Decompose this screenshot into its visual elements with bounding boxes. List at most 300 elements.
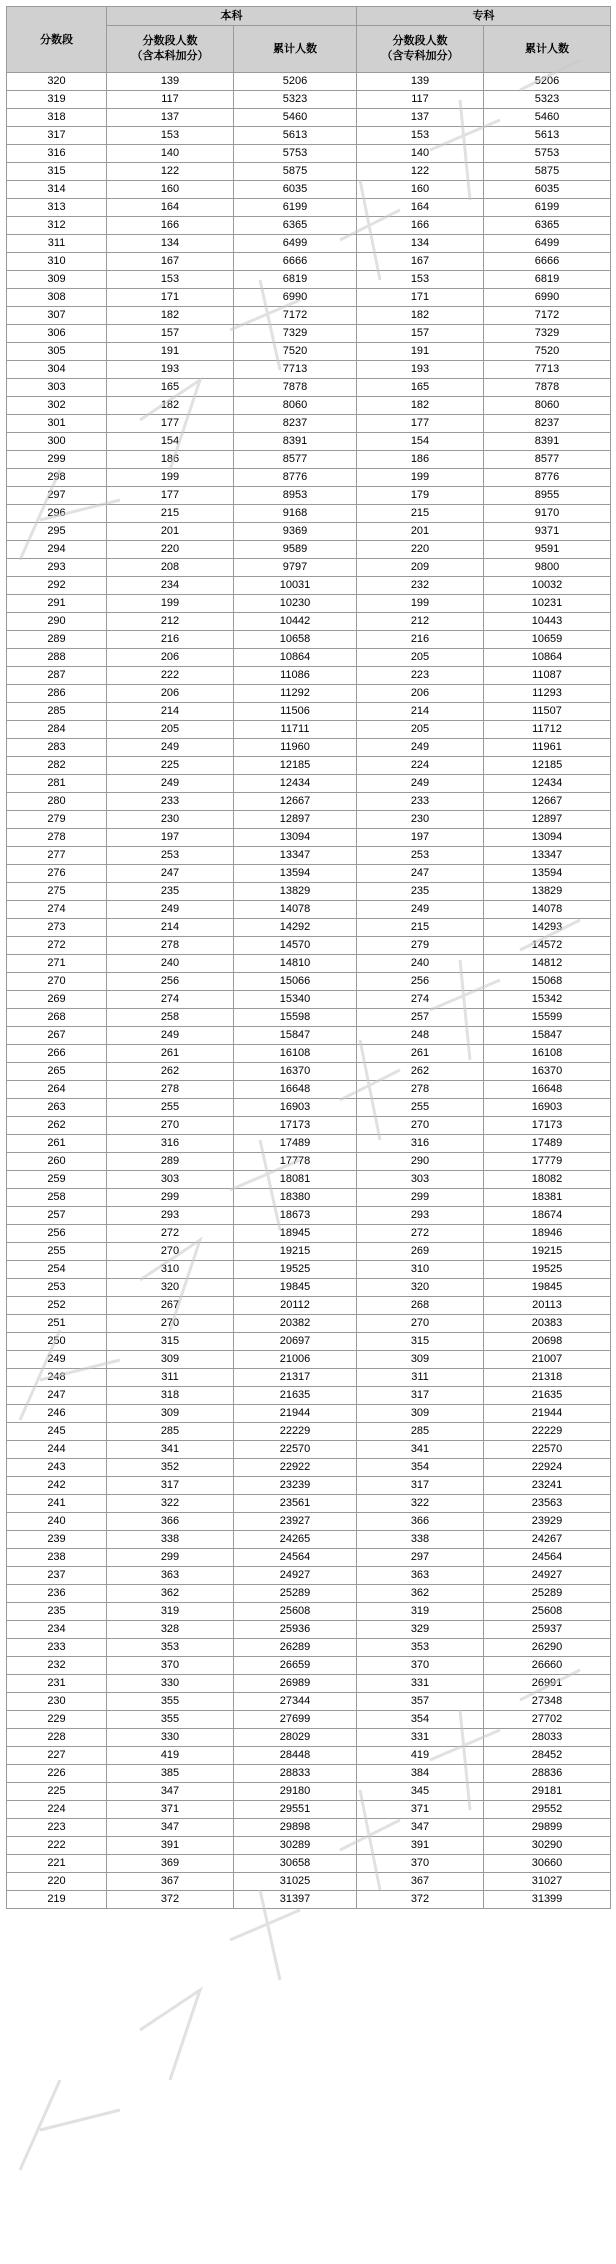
undergrad-cumulative-cell: 19215 bbox=[234, 1243, 357, 1261]
undergrad-cumulative-cell: 26289 bbox=[234, 1639, 357, 1657]
table-row bbox=[7, 1405, 611, 1423]
undergrad-count-cell: 289 bbox=[107, 1153, 234, 1171]
undergrad-count-cell: 255 bbox=[107, 1099, 234, 1117]
table-row bbox=[7, 1063, 611, 1081]
score-cell: 264 bbox=[7, 1081, 107, 1099]
score-cell: 270 bbox=[7, 973, 107, 991]
junior-college-cumulative-cell: 13347 bbox=[484, 847, 611, 865]
score-cell: 269 bbox=[7, 991, 107, 1009]
table-row bbox=[7, 1531, 611, 1549]
undergrad-count-cell: 140 bbox=[107, 145, 234, 163]
undergrad-cumulative-cell: 18945 bbox=[234, 1225, 357, 1243]
score-cell: 225 bbox=[7, 1783, 107, 1801]
junior-college-cumulative-cell: 5206 bbox=[484, 73, 611, 91]
score-cell: 302 bbox=[7, 397, 107, 415]
undergrad-count-cell: 330 bbox=[107, 1729, 234, 1747]
undergrad-count-cell: 233 bbox=[107, 793, 234, 811]
junior-college-cumulative-cell: 8776 bbox=[484, 469, 611, 487]
score-cell: 230 bbox=[7, 1693, 107, 1711]
junior-college-count-cell: 154 bbox=[357, 433, 484, 451]
junior-college-cumulative-cell: 5875 bbox=[484, 163, 611, 181]
undergrad-count-cell: 299 bbox=[107, 1189, 234, 1207]
table-row bbox=[7, 289, 611, 307]
score-cell: 229 bbox=[7, 1711, 107, 1729]
table-row bbox=[7, 1027, 611, 1045]
junior-college-cumulative-cell: 27348 bbox=[484, 1693, 611, 1711]
undergrad-count-cell: 247 bbox=[107, 865, 234, 883]
table-row bbox=[7, 631, 611, 649]
junior-college-count-cell: 303 bbox=[357, 1171, 484, 1189]
score-cell: 223 bbox=[7, 1819, 107, 1837]
undergrad-cumulative-cell: 17489 bbox=[234, 1135, 357, 1153]
table-row bbox=[7, 991, 611, 1009]
score-cell: 299 bbox=[7, 451, 107, 469]
score-cell: 310 bbox=[7, 253, 107, 271]
junior-college-count-cell: 232 bbox=[357, 577, 484, 595]
undergrad-cumulative-cell: 19845 bbox=[234, 1279, 357, 1297]
table-row bbox=[7, 1009, 611, 1027]
table-row bbox=[7, 145, 611, 163]
junior-college-count-cell: 214 bbox=[357, 703, 484, 721]
undergrad-count-cell: 270 bbox=[107, 1117, 234, 1135]
undergrad-count-cell: 293 bbox=[107, 1207, 234, 1225]
junior-college-count-cell: 216 bbox=[357, 631, 484, 649]
table-row bbox=[7, 1117, 611, 1135]
undergrad-cumulative-cell: 23927 bbox=[234, 1513, 357, 1531]
table-row bbox=[7, 1603, 611, 1621]
junior-college-cumulative-cell: 15068 bbox=[484, 973, 611, 991]
score-cell: 277 bbox=[7, 847, 107, 865]
junior-college-cumulative-cell: 26290 bbox=[484, 1639, 611, 1657]
junior-college-count-cell: 253 bbox=[357, 847, 484, 865]
junior-college-cumulative-cell: 22570 bbox=[484, 1441, 611, 1459]
undergrad-count-cell: 353 bbox=[107, 1639, 234, 1657]
undergrad-count-cell: 153 bbox=[107, 127, 234, 145]
undergrad-count-cell: 267 bbox=[107, 1297, 234, 1315]
junior-college-cumulative-cell: 7520 bbox=[484, 343, 611, 361]
undergrad-count-cell: 311 bbox=[107, 1369, 234, 1387]
junior-college-count-cell: 122 bbox=[357, 163, 484, 181]
undergrad-count-cell: 171 bbox=[107, 289, 234, 307]
undergrad-cumulative-cell: 23561 bbox=[234, 1495, 357, 1513]
junior-college-cumulative-cell: 29899 bbox=[484, 1819, 611, 1837]
undergrad-count-cell: 193 bbox=[107, 361, 234, 379]
undergrad-cumulative-cell: 14078 bbox=[234, 901, 357, 919]
undergrad-cumulative-cell: 27699 bbox=[234, 1711, 357, 1729]
score-cell: 280 bbox=[7, 793, 107, 811]
junior-college-count-cell: 338 bbox=[357, 1531, 484, 1549]
undergrad-count-cell: 366 bbox=[107, 1513, 234, 1531]
table-row bbox=[7, 847, 611, 865]
junior-college-count-cell: 384 bbox=[357, 1765, 484, 1783]
junior-college-count-cell: 134 bbox=[357, 235, 484, 253]
table-row bbox=[7, 1495, 611, 1513]
junior-college-count-cell: 233 bbox=[357, 793, 484, 811]
junior-college-count-cell: 279 bbox=[357, 937, 484, 955]
score-cell: 227 bbox=[7, 1747, 107, 1765]
undergrad-group-header: 本科 bbox=[107, 7, 357, 26]
undergrad-cumulative-cell: 10031 bbox=[234, 577, 357, 595]
table-row bbox=[7, 1549, 611, 1567]
undergrad-count-cell: 215 bbox=[107, 505, 234, 523]
undergrad-count-cell: 367 bbox=[107, 1873, 234, 1891]
table-row bbox=[7, 1243, 611, 1261]
undergrad-cumulative-cell: 9797 bbox=[234, 559, 357, 577]
junior-college-count-cell: 362 bbox=[357, 1585, 484, 1603]
undergrad-cumulative-cell: 29551 bbox=[234, 1801, 357, 1819]
table-row bbox=[7, 1189, 611, 1207]
junior-college-count-cell: 209 bbox=[357, 559, 484, 577]
score-cell: 237 bbox=[7, 1567, 107, 1585]
junior-college-cumulative-cell: 7329 bbox=[484, 325, 611, 343]
undergrad-count-cell: 157 bbox=[107, 325, 234, 343]
junior-college-cumulative-cell: 14812 bbox=[484, 955, 611, 973]
undergrad-cumulative-cell: 14570 bbox=[234, 937, 357, 955]
score-cell: 306 bbox=[7, 325, 107, 343]
undergrad-count-cell: 220 bbox=[107, 541, 234, 559]
junior-college-count-cell: 319 bbox=[357, 1603, 484, 1621]
score-cell: 293 bbox=[7, 559, 107, 577]
undergrad-count-cell: 317 bbox=[107, 1477, 234, 1495]
undergrad-count-cell: 235 bbox=[107, 883, 234, 901]
junior-college-count-cell: 205 bbox=[357, 649, 484, 667]
junior-college-count-cell: 299 bbox=[357, 1189, 484, 1207]
junior-college-count-cell: 354 bbox=[357, 1711, 484, 1729]
score-cell: 296 bbox=[7, 505, 107, 523]
score-cell: 241 bbox=[7, 1495, 107, 1513]
undergrad-count-cell: 208 bbox=[107, 559, 234, 577]
table-row bbox=[7, 199, 611, 217]
junior-college-count-cell: 290 bbox=[357, 1153, 484, 1171]
junior-college-cumulative-cell: 31399 bbox=[484, 1891, 611, 1909]
table-row bbox=[7, 1891, 611, 1909]
junior-college-count-cell: 199 bbox=[357, 595, 484, 613]
junior-college-count-cell: 357 bbox=[357, 1693, 484, 1711]
junior-college-count-cell: 255 bbox=[357, 1099, 484, 1117]
table-row bbox=[7, 811, 611, 829]
table-row bbox=[7, 1297, 611, 1315]
table-row bbox=[7, 1135, 611, 1153]
undergrad-cumulative-cell: 7172 bbox=[234, 307, 357, 325]
junior-college-cumulative-cell: 5323 bbox=[484, 91, 611, 109]
score-cell: 226 bbox=[7, 1765, 107, 1783]
junior-college-count-cell: 293 bbox=[357, 1207, 484, 1225]
junior-college-count-cell: 371 bbox=[357, 1801, 484, 1819]
score-cell: 261 bbox=[7, 1135, 107, 1153]
score-cell: 289 bbox=[7, 631, 107, 649]
score-cell: 283 bbox=[7, 739, 107, 757]
junior-college-cumulative-cell: 5753 bbox=[484, 145, 611, 163]
score-cell: 320 bbox=[7, 73, 107, 91]
score-cell: 219 bbox=[7, 1891, 107, 1909]
undergrad-cumulative-cell: 28448 bbox=[234, 1747, 357, 1765]
junior-college-cumulative-cell: 11961 bbox=[484, 739, 611, 757]
score-cell: 287 bbox=[7, 667, 107, 685]
junior-college-cumulative-cell: 18381 bbox=[484, 1189, 611, 1207]
table-row bbox=[7, 433, 611, 451]
undergrad-cumulative-cell: 5323 bbox=[234, 91, 357, 109]
table-row bbox=[7, 1513, 611, 1531]
undergrad-cumulative-cell: 26989 bbox=[234, 1675, 357, 1693]
undergrad-cumulative-cell: 31397 bbox=[234, 1891, 357, 1909]
junior-college-cumulative-cell: 9170 bbox=[484, 505, 611, 523]
table-row bbox=[7, 523, 611, 541]
table-row bbox=[7, 487, 611, 505]
undergrad-count-cell: 347 bbox=[107, 1783, 234, 1801]
undergrad-count-cell: 253 bbox=[107, 847, 234, 865]
junior-college-cumulative-cell: 20698 bbox=[484, 1333, 611, 1351]
junior-college-cumulative-cell: 8955 bbox=[484, 487, 611, 505]
undergrad-count-cell: 391 bbox=[107, 1837, 234, 1855]
junior-college-count-cell: 212 bbox=[357, 613, 484, 631]
undergrad-count-cell: 355 bbox=[107, 1693, 234, 1711]
undergrad-cumulative-cell: 24265 bbox=[234, 1531, 357, 1549]
undergrad-count-cell: 240 bbox=[107, 955, 234, 973]
undergrad-count-cell: 191 bbox=[107, 343, 234, 361]
undergrad-count-cell: 322 bbox=[107, 1495, 234, 1513]
junior-college-cumulative-cell: 28033 bbox=[484, 1729, 611, 1747]
junior-college-cumulative-cell: 16370 bbox=[484, 1063, 611, 1081]
junior-college-count-cell: 345 bbox=[357, 1783, 484, 1801]
junior-college-cumulative-cell: 8237 bbox=[484, 415, 611, 433]
junior-college-cumulative-cell: 14572 bbox=[484, 937, 611, 955]
junior-college-cumulative-cell: 8060 bbox=[484, 397, 611, 415]
junior-college-cumulative-cell: 20113 bbox=[484, 1297, 611, 1315]
score-cell: 258 bbox=[7, 1189, 107, 1207]
junior-college-count-cell: 316 bbox=[357, 1135, 484, 1153]
junior-college-cumulative-cell: 30660 bbox=[484, 1855, 611, 1873]
junior-college-cumulative-cell: 26660 bbox=[484, 1657, 611, 1675]
junior-college-count-cell: 182 bbox=[357, 397, 484, 415]
junior-college-cumulative-cell: 25289 bbox=[484, 1585, 611, 1603]
junior-college-cumulative-cell: 29181 bbox=[484, 1783, 611, 1801]
score-cell: 297 bbox=[7, 487, 107, 505]
junior-college-cumulative-cell: 29552 bbox=[484, 1801, 611, 1819]
score-cell: 240 bbox=[7, 1513, 107, 1531]
undergrad-cumulative-cell: 18081 bbox=[234, 1171, 357, 1189]
junior-college-count-cell: 363 bbox=[357, 1567, 484, 1585]
score-cell: 308 bbox=[7, 289, 107, 307]
table-row bbox=[7, 649, 611, 667]
undergrad-count-cell: 274 bbox=[107, 991, 234, 1009]
undergrad-cumulative-cell: 25289 bbox=[234, 1585, 357, 1603]
table-row bbox=[7, 1711, 611, 1729]
undergrad-cumulative-cell: 6365 bbox=[234, 217, 357, 235]
junior-college-cumulative-cell: 19525 bbox=[484, 1261, 611, 1279]
undergrad-cumulative-cell: 11292 bbox=[234, 685, 357, 703]
table-row bbox=[7, 73, 611, 91]
table-row bbox=[7, 577, 611, 595]
junior-college-cumulative-cell: 25937 bbox=[484, 1621, 611, 1639]
table-row bbox=[7, 883, 611, 901]
score-cell: 222 bbox=[7, 1837, 107, 1855]
junior-college-count-cell: 199 bbox=[357, 469, 484, 487]
junior-college-count-cell: 297 bbox=[357, 1549, 484, 1567]
undergrad-cumulative-cell: 17778 bbox=[234, 1153, 357, 1171]
junior-college-count-header bbox=[357, 26, 484, 73]
undergrad-count-cell: 278 bbox=[107, 937, 234, 955]
junior-college-cumulative-cell: 30290 bbox=[484, 1837, 611, 1855]
undergrad-count-cell: 249 bbox=[107, 901, 234, 919]
table-row bbox=[7, 1819, 611, 1837]
junior-college-cumulative-cell: 9591 bbox=[484, 541, 611, 559]
undergrad-count-cell: 117 bbox=[107, 91, 234, 109]
undergrad-cumulative-cell: 6499 bbox=[234, 235, 357, 253]
undergrad-count-cell: 177 bbox=[107, 487, 234, 505]
score-cell: 295 bbox=[7, 523, 107, 541]
junior-college-count-cell: 317 bbox=[357, 1477, 484, 1495]
junior-college-count-cell: 320 bbox=[357, 1279, 484, 1297]
undergrad-cumulative-cell: 15847 bbox=[234, 1027, 357, 1045]
undergrad-cumulative-cell: 15066 bbox=[234, 973, 357, 991]
junior-college-count-cell: 157 bbox=[357, 325, 484, 343]
score-cell: 271 bbox=[7, 955, 107, 973]
score-cell: 250 bbox=[7, 1333, 107, 1351]
junior-college-cumulative-cell: 12185 bbox=[484, 757, 611, 775]
junior-college-cumulative-cell: 8391 bbox=[484, 433, 611, 451]
undergrad-cumulative-cell: 23239 bbox=[234, 1477, 357, 1495]
table-row bbox=[7, 1585, 611, 1603]
junior-college-count-cell: 309 bbox=[357, 1351, 484, 1369]
table-row bbox=[7, 1081, 611, 1099]
undergrad-cumulative-cell: 9168 bbox=[234, 505, 357, 523]
score-cell: 248 bbox=[7, 1369, 107, 1387]
undergrad-cumulative-cell: 7329 bbox=[234, 325, 357, 343]
undergrad-count-cell: 164 bbox=[107, 199, 234, 217]
undergrad-count-cell: 199 bbox=[107, 469, 234, 487]
undergrad-count-cell: 177 bbox=[107, 415, 234, 433]
junior-college-cumulative-cell: 24564 bbox=[484, 1549, 611, 1567]
score-cell: 303 bbox=[7, 379, 107, 397]
table-row bbox=[7, 1783, 611, 1801]
undergrad-count-cell: 318 bbox=[107, 1387, 234, 1405]
junior-college-cumulative-cell: 17489 bbox=[484, 1135, 611, 1153]
table-row bbox=[7, 937, 611, 955]
junior-college-count-cell: 331 bbox=[357, 1729, 484, 1747]
score-cell: 286 bbox=[7, 685, 107, 703]
undergrad-count-cell: 261 bbox=[107, 1045, 234, 1063]
undergrad-count-cell: 249 bbox=[107, 775, 234, 793]
undergrad-cumulative-cell: 5613 bbox=[234, 127, 357, 145]
table-row bbox=[7, 1153, 611, 1171]
junior-college-cumulative-cell: 18946 bbox=[484, 1225, 611, 1243]
junior-college-cumulative-cell: 12434 bbox=[484, 775, 611, 793]
undergrad-cumulative-cell: 24564 bbox=[234, 1549, 357, 1567]
junior-college-count-cell: 240 bbox=[357, 955, 484, 973]
score-cell: 253 bbox=[7, 1279, 107, 1297]
undergrad-cumulative-cell: 12667 bbox=[234, 793, 357, 811]
junior-college-cumulative-cell: 22229 bbox=[484, 1423, 611, 1441]
junior-college-count-cell: 372 bbox=[357, 1891, 484, 1909]
undergrad-cumulative-cell: 7713 bbox=[234, 361, 357, 379]
table-row bbox=[7, 559, 611, 577]
junior-college-cumulative-cell: 6990 bbox=[484, 289, 611, 307]
undergrad-count-cell: 372 bbox=[107, 1891, 234, 1909]
junior-college-count-cell: 247 bbox=[357, 865, 484, 883]
score-cell: 284 bbox=[7, 721, 107, 739]
junior-college-cumulative-cell: 11087 bbox=[484, 667, 611, 685]
table-row bbox=[7, 1369, 611, 1387]
score-cell: 288 bbox=[7, 649, 107, 667]
undergrad-count-cell: 154 bbox=[107, 433, 234, 451]
junior-college-count-cell: 391 bbox=[357, 1837, 484, 1855]
junior-college-cumulative-cell: 19845 bbox=[484, 1279, 611, 1297]
junior-college-count-cell: 309 bbox=[357, 1405, 484, 1423]
junior-college-count-cell: 137 bbox=[357, 109, 484, 127]
junior-college-count-cell: 164 bbox=[357, 199, 484, 217]
table-row bbox=[7, 1837, 611, 1855]
undergrad-count-cell: 385 bbox=[107, 1765, 234, 1783]
undergrad-cumulative-cell: 22229 bbox=[234, 1423, 357, 1441]
undergrad-cumulative-cell: 5460 bbox=[234, 109, 357, 127]
junior-college-count-cell: 270 bbox=[357, 1117, 484, 1135]
score-column-header: 分数段 bbox=[7, 7, 107, 73]
score-cell: 291 bbox=[7, 595, 107, 613]
undergrad-cumulative-cell: 30658 bbox=[234, 1855, 357, 1873]
table-row bbox=[7, 901, 611, 919]
table-row bbox=[7, 163, 611, 181]
table-row bbox=[7, 325, 611, 343]
junior-college-count-cell: 329 bbox=[357, 1621, 484, 1639]
table-row bbox=[7, 505, 611, 523]
junior-college-cumulative-cell: 23241 bbox=[484, 1477, 611, 1495]
junior-college-count-cell: 274 bbox=[357, 991, 484, 1009]
score-cell: 247 bbox=[7, 1387, 107, 1405]
undergrad-cumulative-cell: 17173 bbox=[234, 1117, 357, 1135]
junior-college-cumulative-cell: 24927 bbox=[484, 1567, 611, 1585]
table-row bbox=[7, 667, 611, 685]
score-cell: 276 bbox=[7, 865, 107, 883]
score-cell: 224 bbox=[7, 1801, 107, 1819]
junior-college-cumulative-cell: 21318 bbox=[484, 1369, 611, 1387]
junior-college-count-cell: 268 bbox=[357, 1297, 484, 1315]
table-row bbox=[7, 379, 611, 397]
score-cell: 317 bbox=[7, 127, 107, 145]
score-cell: 243 bbox=[7, 1459, 107, 1477]
undergrad-count-cell: 258 bbox=[107, 1009, 234, 1027]
junior-college-count-cell: 347 bbox=[357, 1819, 484, 1837]
junior-college-cumulative-cell: 26991 bbox=[484, 1675, 611, 1693]
table-row bbox=[7, 1441, 611, 1459]
score-cell: 275 bbox=[7, 883, 107, 901]
table-row bbox=[7, 1639, 611, 1657]
undergrad-cumulative-cell: 12185 bbox=[234, 757, 357, 775]
undergrad-count-cell: 197 bbox=[107, 829, 234, 847]
score-cell: 319 bbox=[7, 91, 107, 109]
score-cell: 267 bbox=[7, 1027, 107, 1045]
undergrad-count-cell: 199 bbox=[107, 595, 234, 613]
table-row bbox=[7, 361, 611, 379]
junior-college-count-cell: 366 bbox=[357, 1513, 484, 1531]
score-table-sheet bbox=[6, 6, 610, 1909]
undergrad-count-cell: 299 bbox=[107, 1549, 234, 1567]
table-row bbox=[7, 1225, 611, 1243]
score-cell: 246 bbox=[7, 1405, 107, 1423]
undergrad-cumulative-cell: 8060 bbox=[234, 397, 357, 415]
undergrad-cumulative-cell: 12434 bbox=[234, 775, 357, 793]
junior-college-cumulative-cell: 6035 bbox=[484, 181, 611, 199]
score-cell: 235 bbox=[7, 1603, 107, 1621]
undergrad-count-cell: 315 bbox=[107, 1333, 234, 1351]
table-row bbox=[7, 397, 611, 415]
junior-college-count-cell: 261 bbox=[357, 1045, 484, 1063]
table-row bbox=[7, 955, 611, 973]
undergrad-cumulative-header: 累计人数 bbox=[234, 26, 357, 73]
table-row bbox=[7, 721, 611, 739]
junior-college-cumulative-cell: 7172 bbox=[484, 307, 611, 325]
undergrad-count-cell: 234 bbox=[107, 577, 234, 595]
undergrad-cumulative-cell: 6035 bbox=[234, 181, 357, 199]
